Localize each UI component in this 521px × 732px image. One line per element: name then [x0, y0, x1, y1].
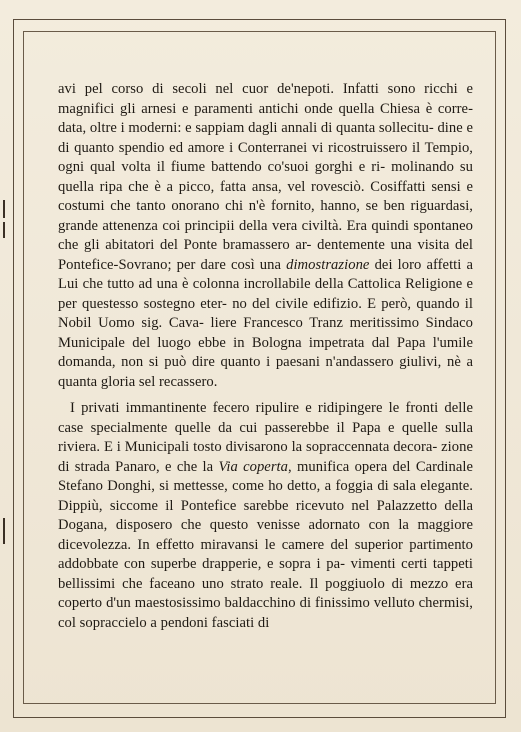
text-line: sala elegante. Dippiù, siccome il Pontefice sarebbe ricevuto nel [58, 478, 473, 514]
italic-term: dimostrazione [286, 256, 370, 273]
text-line: case specialmente quelle da cui passerebbe il Papa e quelle sulla [58, 419, 473, 436]
text-line: , munifica opera del [288, 458, 411, 475]
text-line: no del civile edifizio. E però, quando il Nobil Uomo sig. Cava- [58, 295, 474, 331]
text-line: dentemente una visita del Pontefice-Sovrano; per dare così una [58, 237, 473, 273]
text-line: I privati immantinente fecero ripulire e ridipingere le fronti delle [70, 400, 473, 416]
text-line: ebbe in Bologna impetrata dal Papa l'umile domanda, non si può [58, 334, 473, 370]
text-line: poggiuolo di mezzo era coperto d'un maestosissimo baldacchino [58, 575, 474, 611]
text-line: recassero. [159, 373, 218, 390]
text-line: con la maggiore dicevolezza. In effetto miravansi le camere del [58, 517, 473, 553]
text-line: Cosiffatti sensi e costumi che tanto onorano chi n'è fornito, hanno, [58, 178, 473, 214]
margin-mark [3, 518, 5, 544]
italic-term: Via coperta [218, 458, 289, 475]
paragraph-1 [58, 80, 473, 392]
text-line: liere Francesco Tranz meritissimo Sindaco Municipale del luogo [58, 315, 474, 351]
text-line: avi pel corso di secoli nel cuor de'nepoti. Infatti sono ricchi e [58, 81, 473, 97]
text-line: superior partimento addobbate con superbe drapperie, e sopra i pa- [58, 536, 474, 572]
text-line: Palazzetto della Dogana, disposero che questo venisse adornato [58, 497, 473, 533]
text-line: incrollabile della Cattolica Religione e per questesso sostegno eter- [58, 276, 474, 312]
text-line: dei loro affetti a Lui che tutto ad una è colonna [58, 256, 474, 292]
paragraph-2 [58, 399, 473, 633]
text-line: zione di strada Panaro, e che la [58, 439, 474, 475]
text-line: magnifici gli arnesi e paramenti antichi onde quella Chiesa è corre- [58, 100, 473, 117]
text-line: Cardinale Stefano Donghi, si mettesse, come ho detto, a foggia di [58, 458, 473, 494]
text-line: se ben riguardasi, grande attenenza coi principii della vera civiltà. [58, 198, 473, 234]
text-line: molinando su quella ripa che è a picco, fatta ansa, vel rovesciò. [58, 159, 473, 195]
margin-mark [3, 200, 5, 218]
margin-mark [3, 222, 5, 238]
text-line: il Tempio, ogni qual volta il fiume battendo co'suoi gorghi e ri- [58, 139, 474, 175]
text-line: Era quindi spontaneo che gli abitatori del Ponte bramassero ar- [58, 217, 473, 253]
text-line: dire quanto i paesani n'andassero giulivi, nè a quanta gloria sel [58, 354, 473, 390]
text-line: riviera. E i Municipali tosto divisarono la sopraccennata decora- [58, 439, 438, 455]
text-line: di finissimo velluto chermisi, col sopraccielo a pendoni fasciati di [58, 595, 473, 631]
text-line: dine e di quanto spendio ed amore i Conterranei vi ricostruissero [58, 120, 473, 156]
body-text [58, 80, 473, 633]
text-line: vimenti certi tappeti bellissimi che faceano uno strato reale. Il [58, 556, 473, 592]
text-line: data, oltre i moderni: e sappiam dagli annali di quanta sollecitu- [58, 120, 434, 136]
